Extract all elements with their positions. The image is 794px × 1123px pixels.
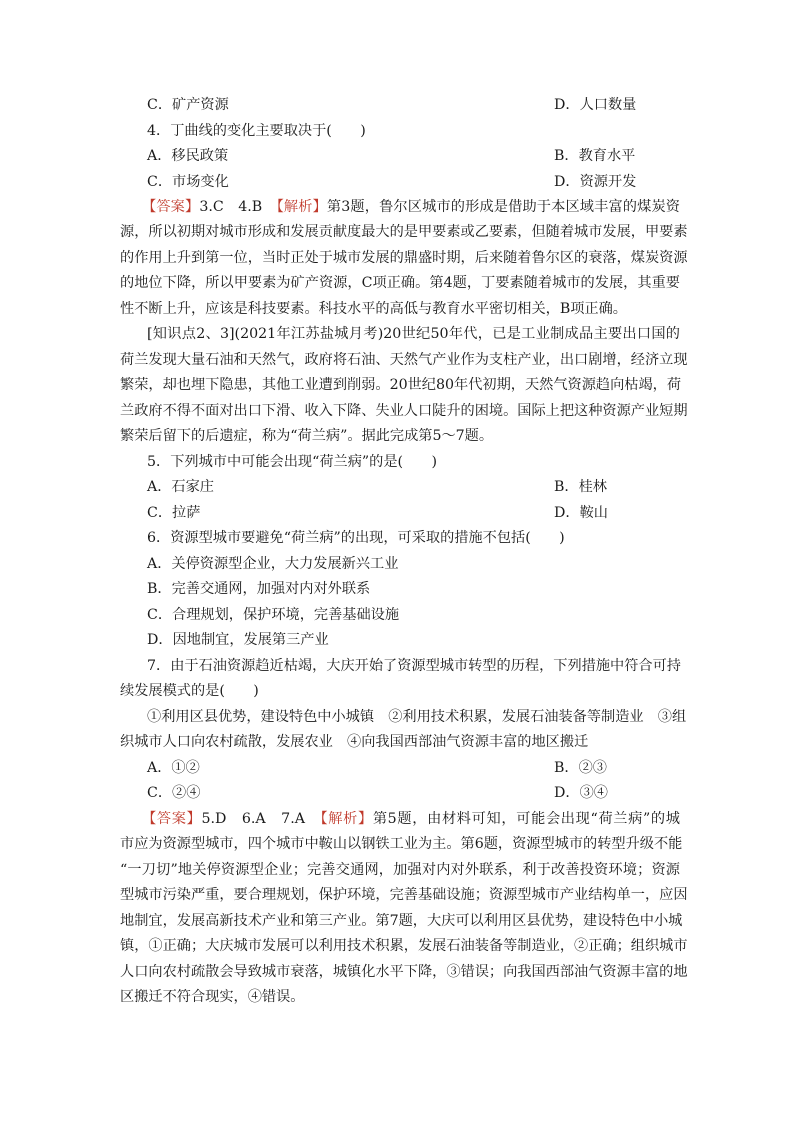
answer-line [142,807,680,831]
answer-label: 【答案】 [142,199,200,215]
option-c: C．市场变化 [147,174,229,190]
analysis-line: 镇，①正确；大庆城市发展可以利用技术积累，发展石油装备等制造业，②正确；组织城市 [120,938,688,954]
analysis-line: 型城市污染严重，要合理规划，保护环境，完善基础设施；资源型城市产业结构单一，应因 [120,887,688,903]
analysis-line: 性不断上升，应该是科技要素。科技水平的高低与教育水平密切相关，B项正确。 [120,301,627,317]
q4-stem: 4．丁曲线的变化主要取决于( ) [147,123,366,139]
analysis-text: 第3题，鲁尔区城市的形成是借助于本区域丰富的煤炭资 [326,199,680,215]
q7-stem: 7．由于石油资源趋近枯竭，大庆开始了资源型城市转型的历程，下列措施中符合可持 [147,658,681,674]
option-d: D．资源开发 [554,174,637,190]
q6-stem: 6．资源型城市要避免“荷兰病”的出现，可采取的措施不包括( ) [147,530,565,546]
q5-options-ab [147,475,707,499]
q5-options-cd [147,501,707,525]
option-c: C．矿产资源 [147,97,229,113]
answer-label: 【答案】 [142,811,202,827]
analysis-label: 【解析】 [320,811,373,827]
material-line: 繁荣，却也埋下隐患，其他工业遭到削弱。20世纪80年代初期，天然气资源趋向枯竭，荷 [120,377,682,393]
option-c: C．②④ [147,785,201,801]
analysis-line: 市应为资源型城市，四个城市中鞍山以钢铁工业为主。第6题，资源型城市的转型升级不能 [120,836,683,852]
option-c: C．拉萨 [147,505,201,521]
q4-options-ab [147,144,707,168]
analysis-line: 的作用上升到第一位，当时正处于城市发展的鼎盛时期，后来随着鲁尔区的衰落，煤炭资源 [120,250,688,266]
q7-stem: 续发展模式的是( ) [120,683,259,699]
option-b: B．②③ [554,760,607,776]
option-a: A．移民政策 [147,148,229,164]
analysis-line: 的地位下降，所以甲要素为矿产资源，C项正确。第4题，丁要素随着城市的发展，其重要 [120,275,680,291]
q6-option-d: D．因地制宜，发展第三产业 [147,632,329,648]
option-d: D．③④ [554,785,608,801]
q6-option-c: C．合理规划，保护环境，完善基础设施 [147,607,400,623]
q7-options-cd [147,781,707,805]
q4-options-cd [147,170,707,194]
analysis-line: 区搬迁不符合现实，④错误。 [120,989,305,1005]
option-d: D．鞍山 [554,505,608,521]
option-a: A．石家庄 [147,479,214,495]
analysis-line: 人口向农村疏散会导致城市衰落，城镇化水平下降，③错误；向我国西部油气资源丰富的地 [120,964,688,980]
material-line: [知识点2、3](2021年江苏盐城月考)20世纪50年代，已是工业制成品主要出口国的 [147,326,680,342]
material-line: 繁荣后留下的后遗症，称为“荷兰病”。据此完成第5～7题。 [120,428,494,444]
q7-options-ab [147,756,707,780]
material-line: 兰政府不得不面对出口下滑、收入下降、失业人口陡升的困境。国际上把这种资源产业短期 [120,403,688,419]
option-b: B．桂林 [554,479,607,495]
q7-items: 织城市人口向农村疏散，发展农业 ④向我国西部油气资源丰富的地区搬迁 [120,734,589,750]
q6-option-b: B．完善交通网，加强对内对外联系 [147,581,371,597]
option-d: D．人口数量 [554,97,637,113]
answer-keys: 5.D 6.A 7.A [201,811,321,827]
analysis-line: 地制宜，发展高新技术产业和第三产业。第7题，大庆可以利用区县优势，建设特色中小城 [120,913,683,929]
q3-options-cd [147,93,707,117]
material-line: 荷兰发现大量石油和天然气，政府将石油、天然气产业作为支柱产业，出口剧增，经济立现 [120,352,688,368]
q5-stem: 5．下列城市中可能会出现“荷兰病”的是( ) [147,454,437,470]
analysis-line: 源，所以初期对城市形成和发展贡献度最大的是甲要素或乙要素，但随着城市发展，甲要素 [120,224,688,240]
q6-option-a: A．关停资源型企业，大力发展新兴工业 [147,556,399,572]
answer-keys: 3.C 4.B [199,199,277,215]
q7-items: ①利用区县优势，建设特色中小城镇 ②利用技术积累，发展石油装备等制造业 ③组 [147,709,687,725]
analysis-label: 【解析】 [276,199,327,215]
analysis-text: 第5题，由材料可知，可能会出现“荷兰病”的城 [372,811,680,827]
option-b: B．教育水平 [554,148,636,164]
analysis-line: “一刀切”地关停资源型企业；完善交通网，加强对内对外联系，利于改善投资环境；资源 [120,862,680,878]
option-a: A．①② [147,760,200,776]
answer-line [142,195,680,219]
